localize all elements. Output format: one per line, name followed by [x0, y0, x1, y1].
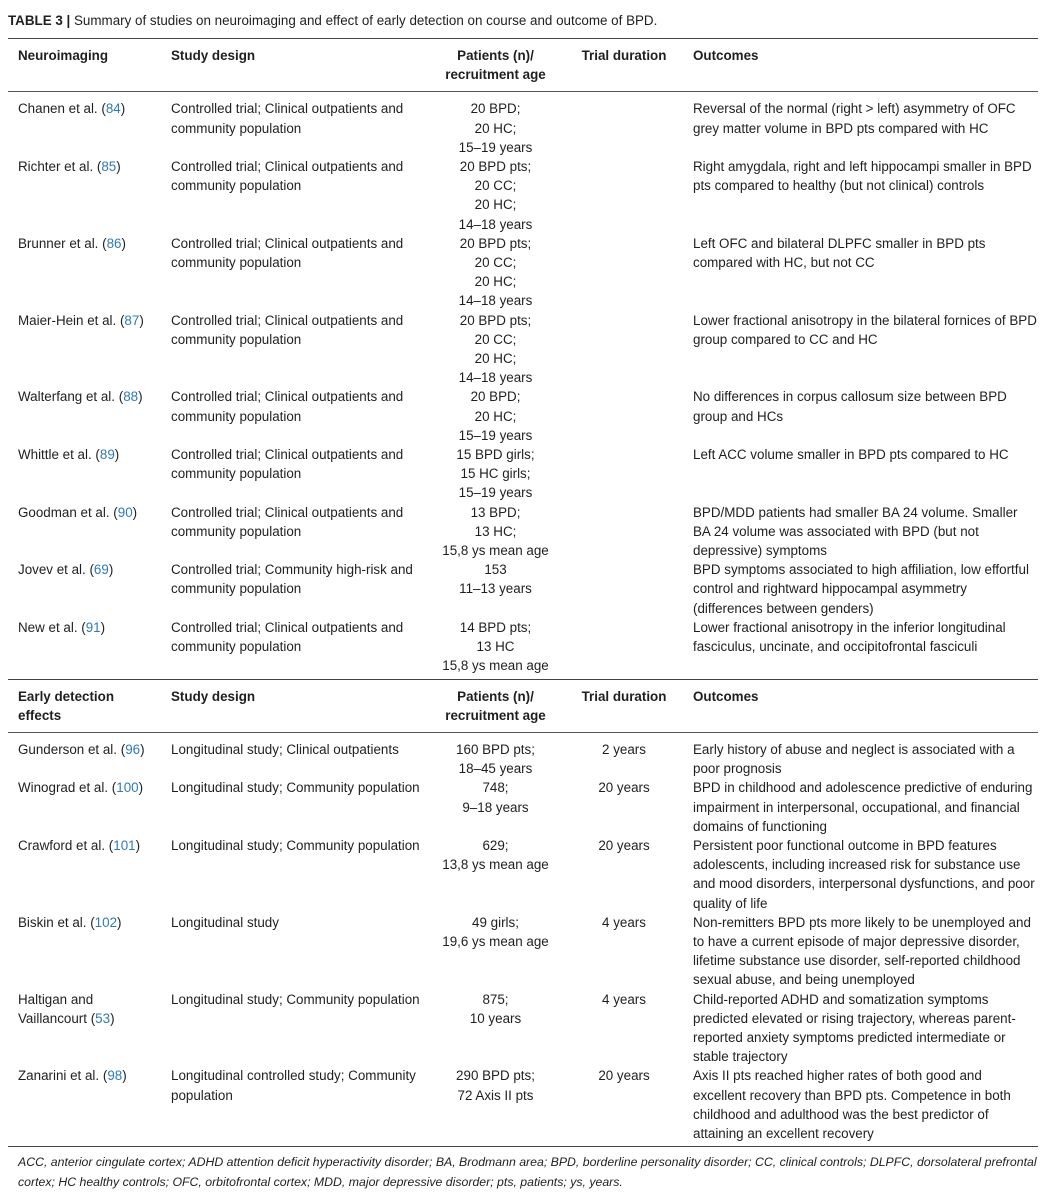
cell-outcome: [683, 157, 1038, 234]
cell-design: [161, 157, 424, 234]
neuroimaging-section: [8, 39, 1038, 680]
cell-study: Haltigan and Vaillancourt (53): [18, 991, 115, 1026]
cell-outcome: [683, 778, 1038, 836]
study-design-text: Controlled trial; Clinical outpatients and community population: [171, 619, 404, 655]
patients-line: 20 BPD pts;: [459, 312, 532, 328]
study-design-text: Controlled trial; Clinical outpatients and community population: [171, 159, 404, 194]
outcome-text: Reversal of the normal (right > left) asymmetry of OFC grey matter volume in BPD pts compared with HC: [693, 101, 1016, 136]
cell-patients: [424, 445, 567, 503]
header-trial-duration: [567, 679, 683, 732]
cell-patients: [424, 92, 567, 157]
table-footnote: ACC, anterior cingulate cortex; ADHD attention deficit hyperactivity disorder; BA, Brodmann area; BPD, borderline personality disorder; CC, clinical controls; DLPFC, dorsolateral prefrontal cortex; HC healthy controls; OFC, orbitofrontal cortex; MDD, major depressive disorder; pts, patients; ys, years.: [8, 1146, 1038, 1192]
header-patients: [424, 679, 567, 732]
header-text: Study design: [171, 48, 256, 63]
cell-study: Biskin et al. (102): [18, 914, 122, 930]
summary-table: [8, 38, 1038, 1146]
reference-link[interactable]: 89: [99, 447, 115, 463]
reference-link[interactable]: 102: [94, 914, 118, 930]
study-name: Chanen et al.: [18, 101, 98, 117]
cell-design: [161, 311, 424, 388]
cell-outcome: [683, 732, 1038, 778]
reference-link[interactable]: 88: [123, 389, 139, 405]
patients-line: 18–45 years: [458, 761, 533, 777]
trial-duration-text: 4 years: [602, 991, 646, 1007]
patients-line: 20 HC;: [474, 351, 517, 367]
study-name: Maier-Hein et al.: [18, 312, 117, 328]
study-name: Haltigan and Vaillancourt: [18, 991, 94, 1026]
cell-trial-duration: [567, 990, 683, 1067]
patients-line: 15–19 years: [458, 427, 533, 443]
table-row: [8, 836, 1038, 913]
study-name: Biskin et al.: [18, 914, 87, 930]
cell-design: [161, 836, 424, 913]
cell-outcome: [683, 913, 1038, 990]
cell-trial-duration: [567, 836, 683, 913]
reference-link[interactable]: 84: [105, 101, 121, 117]
header-text: Trial duration: [581, 688, 667, 704]
patients-line: 20 CC;: [474, 178, 517, 194]
cell-trial-duration: [567, 157, 683, 234]
cell-patients: [424, 913, 567, 990]
cell-outcome: [683, 836, 1038, 913]
reference-link[interactable]: 90: [117, 504, 133, 520]
cell-outcome: [683, 1066, 1038, 1146]
outcome-text: BPD in childhood and adolescence predictive of enduring impairment in interpersonal, occupational, and financial domains of functioning: [693, 780, 1033, 834]
patients-line: 14–18 years: [458, 370, 533, 386]
cell-trial-duration: [567, 618, 683, 679]
cell-outcome: [683, 387, 1038, 445]
patients-line: 20 CC;: [474, 331, 517, 347]
patients-line: 11–13 years: [459, 581, 532, 597]
outcome-text: Lower fractional anisotropy in the inferior longitudinal fasciculus, uncinate, and occipitofrontal fasciculi: [693, 619, 1006, 655]
patients-line: 20 BPD pts;: [459, 235, 532, 251]
cell-patients: [424, 778, 567, 836]
table-row: [8, 157, 1038, 234]
outcome-text: Child-reported ADHD and somatization symptoms predicted elevated or rising trajectory, whereas parent-reported anxiety symptoms predicted intermediate or stable trajectory: [693, 991, 1016, 1065]
patients-line: 20 HC;: [474, 274, 517, 290]
table-row: [8, 560, 1038, 618]
table-row: [8, 732, 1038, 778]
study-design-text: Controlled trial; Community high-risk and community population: [171, 562, 413, 597]
cell-study: Goodman et al. (90): [18, 504, 138, 520]
cell-outcome: [683, 503, 1038, 561]
patients-line: 13 HC;: [474, 523, 517, 539]
header-patients: [424, 39, 567, 92]
table-row: [8, 913, 1038, 990]
cell-study: Gunderson et al. (96): [18, 741, 145, 757]
study-name: New et al.: [18, 619, 78, 635]
header-outcomes: [683, 39, 1038, 92]
cell-trial-duration: [567, 445, 683, 503]
patients-line: 15 HC girls;: [460, 466, 531, 482]
patients-line: 10 years: [469, 1010, 522, 1026]
reference-link[interactable]: 87: [124, 312, 140, 328]
patients-line: 290 BPD pts;: [456, 1068, 535, 1084]
header-text: Patients (n)/ recruitment age: [445, 48, 546, 83]
cell-outcome: [683, 92, 1038, 157]
cell-trial-duration: [567, 387, 683, 445]
patients-line: 20 HC;: [474, 197, 517, 213]
table-row: [8, 445, 1038, 503]
trial-duration-text: 2 years: [602, 741, 646, 757]
study-name: Brunner et al.: [18, 235, 99, 251]
study-name: Whittle et al.: [18, 447, 92, 463]
patients-line: 875;: [482, 991, 509, 1007]
study-design-text: Longitudinal study; Community population: [171, 837, 420, 853]
patients-line: 14–18 years: [458, 293, 533, 309]
patients-line: 15,8 ys mean age: [442, 543, 549, 559]
patients-line: 20 BPD;: [470, 389, 521, 405]
header-early-detection: [8, 679, 161, 732]
trial-duration-text: 20 years: [598, 780, 650, 796]
cell-patients: [424, 836, 567, 913]
table-row: [8, 1066, 1038, 1146]
cell-patients: [424, 234, 567, 311]
patients-line: 15–19 years: [458, 139, 533, 155]
cell-design: [161, 913, 424, 990]
cell-trial-duration: [567, 311, 683, 388]
header-outcomes: [683, 679, 1038, 732]
table-row: [8, 234, 1038, 311]
header-text: Outcomes: [693, 48, 759, 63]
outcome-text: Early history of abuse and neglect is associated with a poor prognosis: [693, 741, 1015, 777]
patients-line: 20 BPD;: [470, 101, 521, 117]
outcome-text: Lower fractional anisotropy in the bilateral fornices of BPD group compared to CC and HC: [693, 312, 1037, 347]
cell-patients: [424, 503, 567, 561]
outcome-text: Right amygdala, right and left hippocampi smaller in BPD pts compared to healthy (but not clinical) controls: [693, 159, 1032, 194]
cell-study: Richter et al. (85): [18, 159, 121, 175]
cell-design: [161, 445, 424, 503]
cell-trial-duration: [567, 503, 683, 561]
patients-line: 72 Axis II pts: [457, 1087, 534, 1103]
study-design-text: Controlled trial; Clinical outpatients and community population: [171, 101, 404, 136]
patients-line: 15–19 years: [458, 485, 533, 501]
study-design-text: Longitudinal study; Community population: [171, 991, 420, 1007]
outcome-text: Left ACC volume smaller in BPD pts compared to HC: [693, 447, 1009, 463]
table-row: [8, 311, 1038, 388]
study-name: Walterfang et al.: [18, 389, 116, 405]
cell-outcome: [683, 445, 1038, 503]
table-caption: [8, 0, 1048, 38]
study-design-text: Longitudinal study; Community population: [171, 780, 420, 796]
cell-study: Zanarini et al. (98): [18, 1068, 127, 1084]
table-row: [8, 778, 1038, 836]
patients-line: 748;: [482, 780, 509, 796]
reference-link[interactable]: 98: [107, 1068, 123, 1084]
cell-design: [161, 560, 424, 618]
cell-design: [161, 387, 424, 445]
reference-link[interactable]: 96: [125, 741, 141, 757]
cell-patients: [424, 990, 567, 1067]
cell-outcome: [683, 234, 1038, 311]
cell-study: Winograd et al. (100): [18, 780, 144, 796]
outcome-text: Persistent poor functional outcome in BPD features adolescents, including increased risk for substance use and mood disorders, interpersonal dysfunctions, and poor quality of life: [693, 837, 1035, 911]
patients-line: 13 HC: [476, 639, 515, 655]
trial-duration-text: 20 years: [598, 837, 650, 853]
early-detection-section: [8, 679, 1038, 1146]
cell-design: [161, 503, 424, 561]
patients-line: 14–18 years: [458, 216, 533, 232]
cell-study: Crawford et al. (101): [18, 837, 141, 853]
patients-line: 20 BPD pts;: [459, 159, 532, 175]
cell-study: New et al. (91): [18, 619, 106, 635]
caption-text: Summary of studies on neuroimaging and effect of early detection on course and outcome of BPD.: [70, 13, 658, 28]
cell-trial-duration: [567, 560, 683, 618]
early-detection-header-row: [8, 679, 1038, 732]
reference-link[interactable]: 101: [113, 837, 136, 853]
patients-line: 15 BPD girls;: [456, 447, 535, 463]
cell-design: [161, 1066, 424, 1146]
cell-patients: [424, 157, 567, 234]
cell-outcome: [683, 990, 1038, 1067]
cell-study: Maier-Hein et al. (87): [18, 312, 144, 328]
cell-study: Brunner et al. (86): [18, 235, 126, 251]
study-name: Gunderson et al.: [18, 741, 118, 757]
header-text: Neuroimaging: [18, 48, 109, 63]
cell-design: [161, 990, 424, 1067]
cell-patients: [424, 560, 567, 618]
header-study-design: [161, 39, 424, 92]
study-design-text: Controlled trial; Clinical outpatients and community population: [171, 312, 404, 347]
patients-line: 20 CC;: [474, 255, 517, 271]
reference-link[interactable]: 53: [95, 1010, 111, 1026]
patients-line: 9–18 years: [462, 799, 529, 815]
cell-patients: [424, 1066, 567, 1146]
patients-line: 19,6 ys mean age: [442, 933, 549, 949]
patients-line: 629;: [482, 837, 509, 853]
trial-duration-text: 20 years: [598, 1068, 650, 1084]
table-row: [8, 92, 1038, 157]
cell-patients: [424, 618, 567, 679]
outcome-text: No differences in corpus callosum size between BPD group and HCs: [693, 389, 1007, 424]
outcome-text: BPD symptoms associated to high affiliation, low effortful control and rightward hippocampal asymmetry (differences between genders): [693, 562, 1029, 616]
cell-design: [161, 234, 424, 311]
cell-trial-duration: [567, 234, 683, 311]
outcome-text: Axis II pts reached higher rates of both good and excellent recovery than BPD pts. Competence in both childhood and adulthood was the best predictor of attaining an excellent recovery: [693, 1068, 1011, 1141]
study-design-text: Longitudinal study: [171, 914, 279, 930]
cell-outcome: [683, 618, 1038, 679]
study-design-text: Controlled trial; Clinical outpatients and community population: [171, 235, 404, 271]
patients-line: 15,8 ys mean age: [442, 658, 549, 674]
study-design-text: Longitudinal study; Clinical outpatients: [171, 741, 399, 757]
patients-line: 20 HC;: [474, 408, 517, 424]
header-text: Early detection effects: [18, 688, 114, 723]
patients-line: 49 girls;: [472, 914, 519, 930]
patients-line: 14 BPD pts;: [459, 619, 532, 635]
cell-design: [161, 92, 424, 157]
study-design-text: Controlled trial; Clinical outpatients and community population: [171, 504, 404, 539]
cell-trial-duration: [567, 778, 683, 836]
study-name: Zanarini et al.: [18, 1068, 100, 1084]
patients-line: 153: [484, 562, 507, 578]
reference-link[interactable]: 91: [85, 619, 101, 635]
header-text: Trial duration: [581, 48, 667, 63]
study-name: Richter et al.: [18, 159, 94, 175]
header-text: Patients (n)/ recruitment age: [445, 688, 546, 723]
header-trial-duration: [567, 39, 683, 92]
cell-patients: [424, 387, 567, 445]
study-design-text: Controlled trial; Clinical outpatients and community population: [171, 447, 404, 482]
cell-design: [161, 732, 424, 778]
study-name: Winograd et al.: [18, 780, 109, 796]
header-neuroimaging: [8, 39, 161, 92]
cell-outcome: [683, 560, 1038, 618]
study-name: Crawford et al.: [18, 837, 106, 853]
cell-trial-duration: [567, 92, 683, 157]
reference-link[interactable]: 100: [116, 780, 139, 796]
cell-study: Jovev et al. (69): [18, 562, 114, 578]
patients-line: 13 BPD;: [470, 504, 521, 520]
header-text: Outcomes: [693, 688, 759, 704]
reference-link[interactable]: 85: [101, 159, 117, 175]
patients-line: 13,8 ys mean age: [442, 857, 549, 873]
outcome-text: Non-remitters BPD pts more likely to be unemployed and to have a current episode of major depressive disorder, lifetime substance use disorder, self-reported childhood sexual abuse, and being unemployed: [693, 914, 1031, 988]
cell-study: Chanen et al. (84): [18, 101, 126, 117]
cell-patients: [424, 732, 567, 778]
outcome-text: BPD/MDD patients had smaller BA 24 volume. Smaller BA 24 volume was associated with BPD (but not depressive) symptoms: [693, 504, 1018, 559]
cell-design: [161, 618, 424, 679]
neuroimaging-header-row: [8, 39, 1038, 92]
table-row: [8, 503, 1038, 561]
reference-link[interactable]: 86: [106, 235, 122, 251]
trial-duration-text: 4 years: [602, 914, 646, 930]
cell-patients: [424, 311, 567, 388]
cell-trial-duration: [567, 1066, 683, 1146]
patients-line: 20 HC;: [474, 120, 517, 136]
header-study-design: [161, 679, 424, 732]
patients-line: 160 BPD pts;: [456, 741, 535, 757]
outcome-text: Left OFC and bilateral DLPFC smaller in BPD pts compared with HC, but not CC: [693, 235, 986, 271]
study-design-text: Longitudinal controlled study; Community population: [171, 1068, 416, 1103]
table-row: [8, 618, 1038, 679]
cell-trial-duration: [567, 732, 683, 778]
cell-outcome: [683, 311, 1038, 388]
cell-study: Walterfang et al. (88): [18, 389, 143, 405]
study-name: Jovev et al.: [18, 562, 86, 578]
cell-study: Whittle et al. (89): [18, 447, 120, 463]
caption-label: TABLE 3 |: [8, 13, 71, 28]
study-name: Goodman et al.: [18, 504, 110, 520]
table-row: [8, 990, 1038, 1067]
reference-link[interactable]: 69: [93, 562, 109, 578]
study-design-text: Controlled trial; Clinical outpatients and community population: [171, 389, 404, 424]
cell-trial-duration: [567, 913, 683, 990]
cell-design: [161, 778, 424, 836]
table-row: [8, 387, 1038, 445]
header-text: Study design: [171, 688, 256, 704]
